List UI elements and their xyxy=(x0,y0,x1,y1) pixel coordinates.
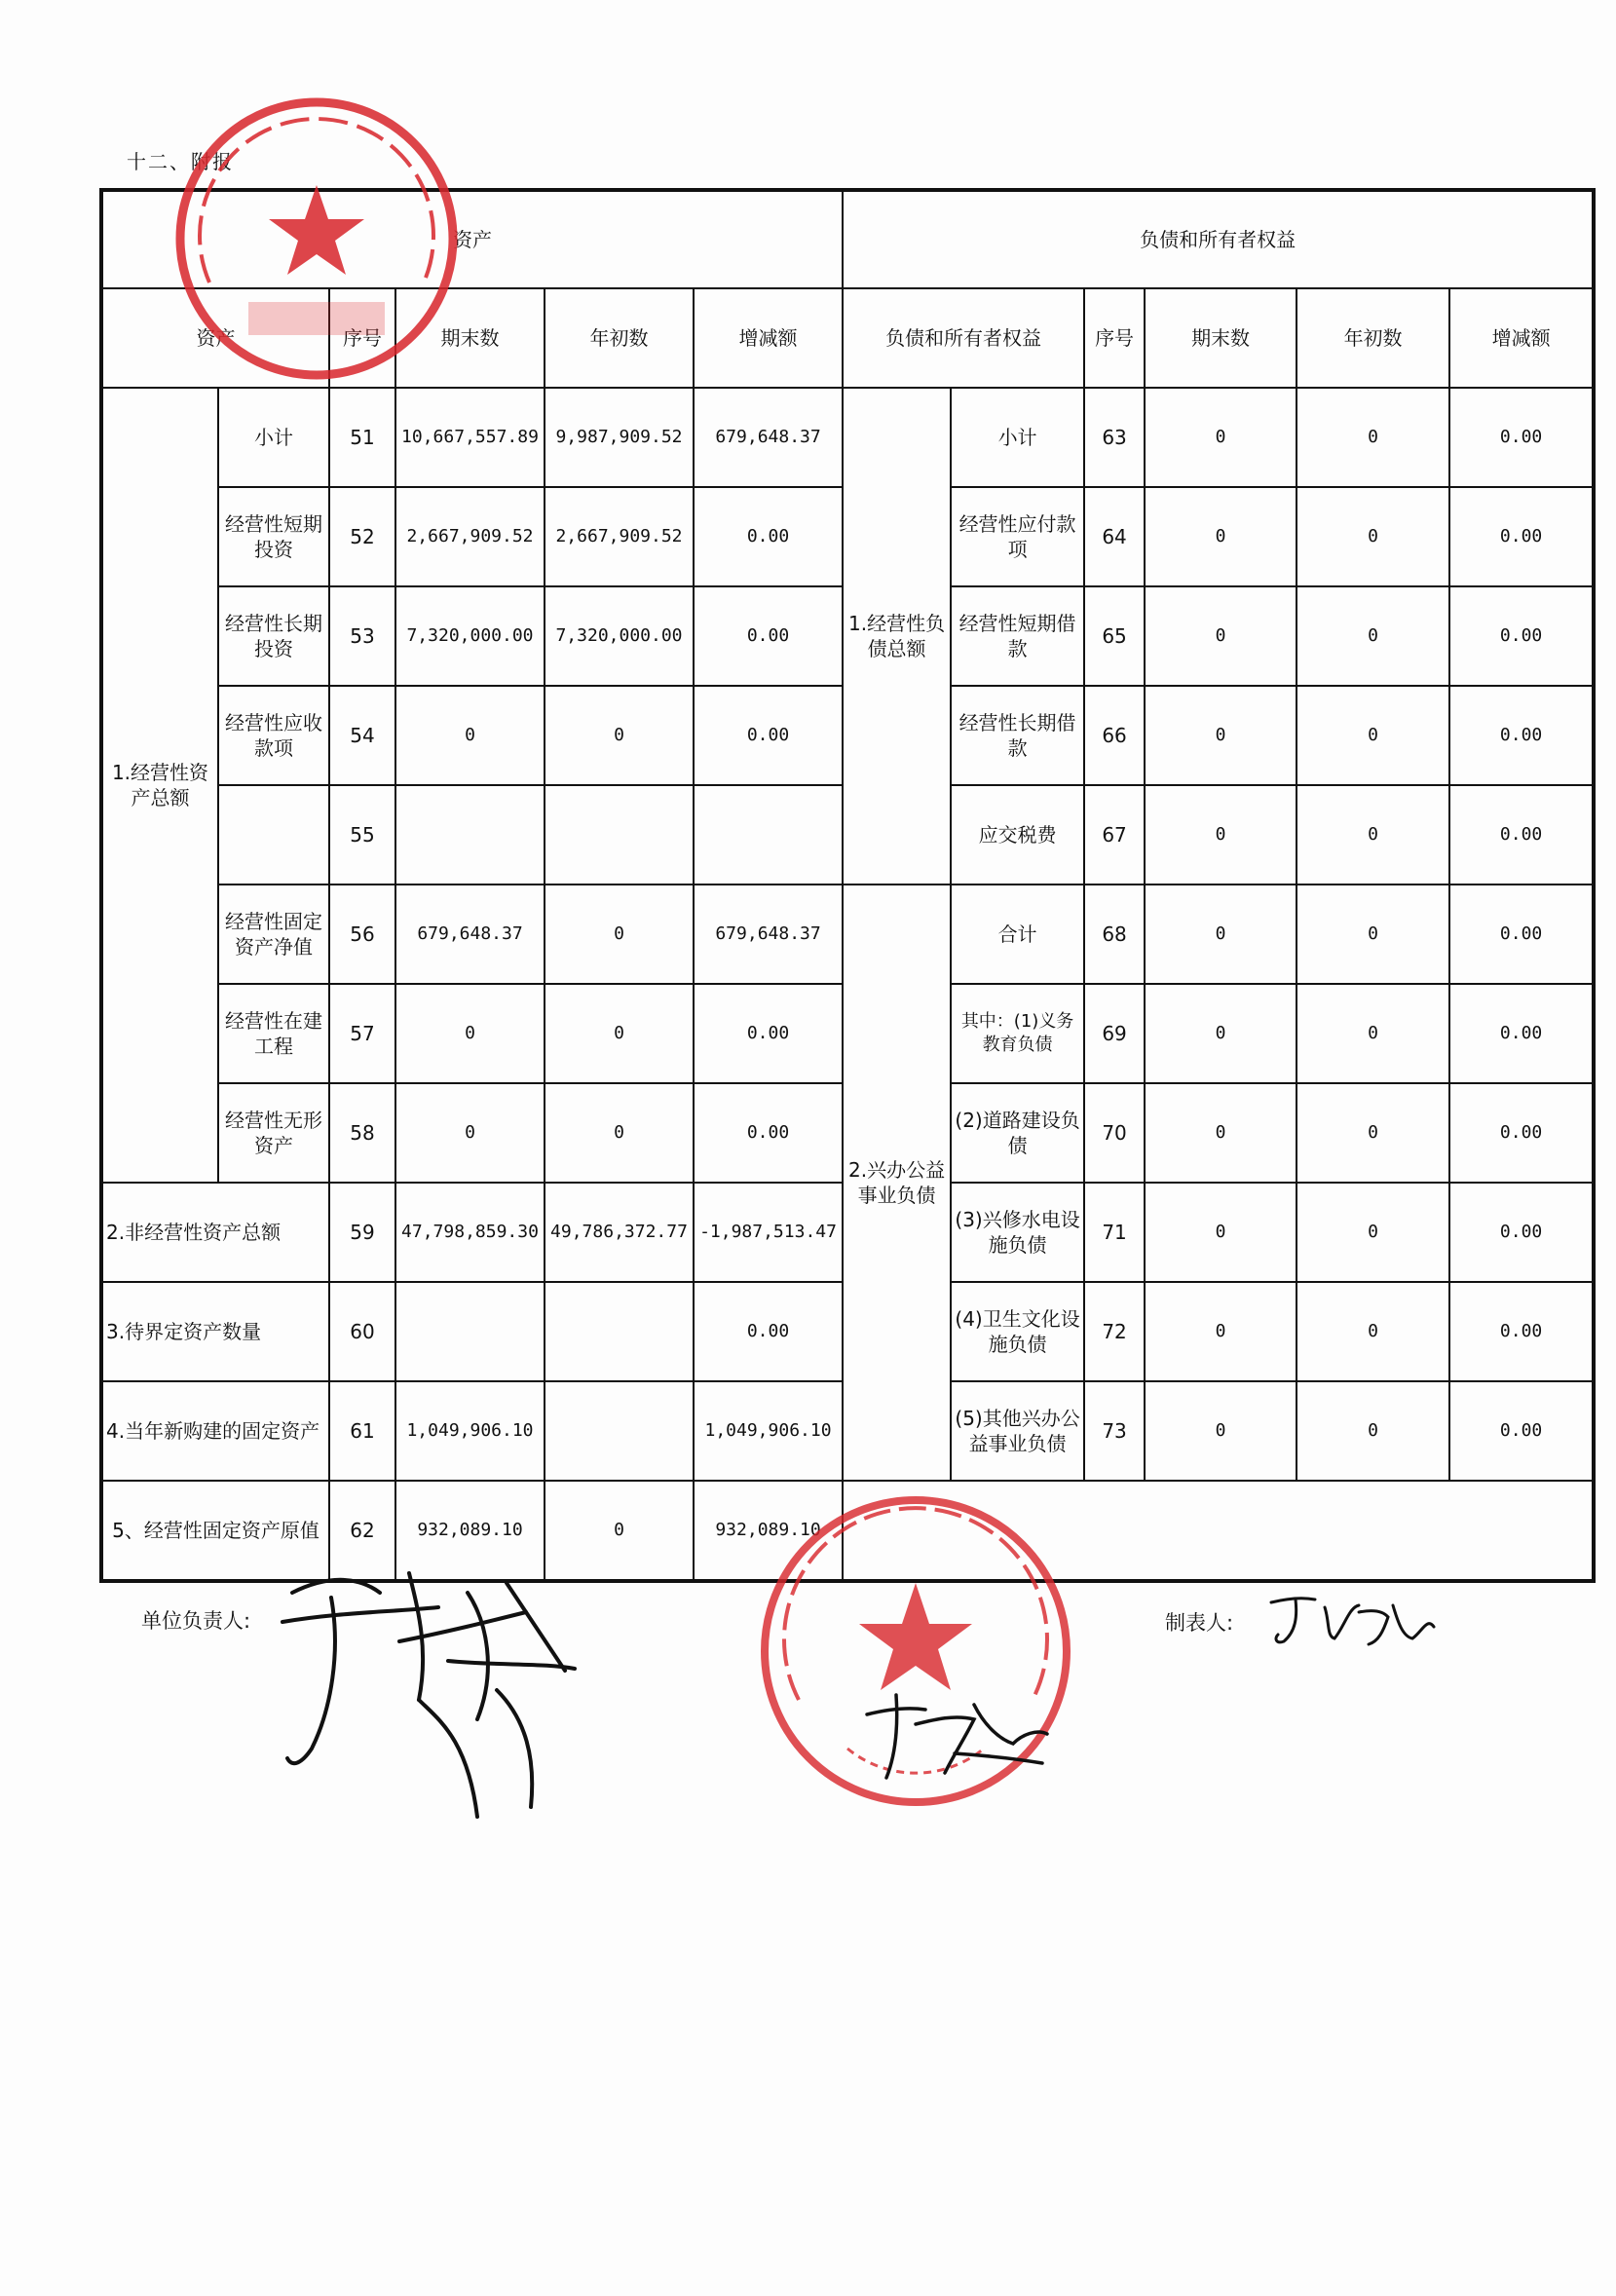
right-item-begin: 0 xyxy=(1297,1183,1449,1282)
left-item-seq: 60 xyxy=(329,1282,395,1381)
left-item-name: 经营性在建工程 xyxy=(218,984,329,1083)
op-liab-group-label: 1.经营性负债总额 xyxy=(843,388,951,885)
left-item-end: 10,667,557.89 xyxy=(395,388,545,487)
supervisor-signature xyxy=(857,1685,1052,1792)
right-item-name: 经营性长期借款 xyxy=(951,686,1084,785)
left-item-begin: 7,320,000.00 xyxy=(545,586,694,686)
left-item-begin xyxy=(545,1381,694,1481)
table-row xyxy=(101,885,1594,984)
left-item-begin: 2,667,909.52 xyxy=(545,487,694,586)
left-item-change: 0.00 xyxy=(694,1282,843,1381)
col-header-seq: 序号 xyxy=(329,288,395,388)
right-item-change: 0.00 xyxy=(1449,1282,1594,1381)
left-item-end: 679,648.37 xyxy=(395,885,545,984)
left-item-change: 0.00 xyxy=(694,686,843,785)
right-item-end: 0 xyxy=(1145,885,1297,984)
col-header-seq2: 序号 xyxy=(1084,288,1145,388)
col-header-change: 增减额 xyxy=(694,288,843,388)
left-item-name: 5、经营性固定资产原值 xyxy=(101,1481,329,1581)
left-item-seq: 54 xyxy=(329,686,395,785)
op-assets-group-label: 1.经营性资产总额 xyxy=(101,388,218,1183)
right-item-seq: 67 xyxy=(1084,785,1145,885)
left-item-end: 0 xyxy=(395,686,545,785)
right-item-end: 0 xyxy=(1145,984,1297,1083)
right-item-end: 0 xyxy=(1145,785,1297,885)
public-liab-group-label: 2.兴办公益事业负债 xyxy=(843,885,951,1481)
left-item-end: 0 xyxy=(395,984,545,1083)
left-item-change: 679,648.37 xyxy=(694,885,843,984)
left-item-name: 4.当年新购建的固定资产 xyxy=(101,1381,329,1481)
col-header-begin: 年初数 xyxy=(545,288,694,388)
right-item-change: 0.00 xyxy=(1449,984,1594,1083)
right-item-begin: 0 xyxy=(1297,1282,1449,1381)
right-item-change: 0.00 xyxy=(1449,1381,1594,1481)
left-item-begin: 0 xyxy=(545,885,694,984)
left-item-end xyxy=(395,785,545,885)
right-item-change: 0.00 xyxy=(1449,487,1594,586)
left-item-name: 经营性固定资产净值 xyxy=(218,885,329,984)
right-item-name: 小计 xyxy=(951,388,1084,487)
unit-head-label: 单位负责人: xyxy=(141,1609,251,1633)
right-item-seq: 63 xyxy=(1084,388,1145,487)
left-item-change xyxy=(694,785,843,885)
right-item-end: 0 xyxy=(1145,586,1297,686)
left-item-name: 经营性无形资产 xyxy=(218,1083,329,1183)
right-item-seq: 70 xyxy=(1084,1083,1145,1183)
right-item-seq: 66 xyxy=(1084,686,1145,785)
left-item-change: -1,987,513.47 xyxy=(694,1183,843,1282)
unit-head-signature xyxy=(273,1554,584,1836)
left-item-end: 7,320,000.00 xyxy=(395,586,545,686)
left-item-begin: 0 xyxy=(545,1083,694,1183)
right-item-name: 经营性应付款项 xyxy=(951,487,1084,586)
left-item-seq: 52 xyxy=(329,487,395,586)
right-item-name: 经营性短期借款 xyxy=(951,586,1084,686)
right-item-seq: 69 xyxy=(1084,984,1145,1083)
right-item-seq: 65 xyxy=(1084,586,1145,686)
right-item-end: 0 xyxy=(1145,1381,1297,1481)
left-item-seq: 61 xyxy=(329,1381,395,1481)
right-item-end: 0 xyxy=(1145,487,1297,586)
right-item-name: 其中：(1)义务教育负债 xyxy=(951,984,1084,1083)
right-item-begin: 0 xyxy=(1297,984,1449,1083)
left-item-seq: 56 xyxy=(329,885,395,984)
preparer-label: 制表人: xyxy=(1165,1611,1234,1635)
table-row xyxy=(101,388,1594,487)
right-item-change: 0.00 xyxy=(1449,785,1594,885)
right-item-change: 0.00 xyxy=(1449,1183,1594,1282)
right-item-end: 0 xyxy=(1145,1282,1297,1381)
right-item-end: 0 xyxy=(1145,1083,1297,1183)
left-item-begin xyxy=(545,1282,694,1381)
village-committee-seal xyxy=(170,93,463,385)
left-item-begin: 0 xyxy=(545,686,694,785)
left-item-name: 小计 xyxy=(218,388,329,487)
left-item-change: 679,648.37 xyxy=(694,388,843,487)
col-header-asset: 资产 xyxy=(101,288,329,388)
right-item-end: 0 xyxy=(1145,388,1297,487)
left-item-name: 3.待界定资产数量 xyxy=(101,1282,329,1381)
right-item-name: (5)其他兴办公益事业负债 xyxy=(951,1381,1084,1481)
left-item-end: 0 xyxy=(395,1083,545,1183)
right-item-change: 0.00 xyxy=(1449,388,1594,487)
right-item-begin: 0 xyxy=(1297,785,1449,885)
right-item-seq: 64 xyxy=(1084,487,1145,586)
left-item-change: 932,089.10 xyxy=(694,1481,843,1581)
right-item-change: 0.00 xyxy=(1449,885,1594,984)
left-item-end: 1,049,906.10 xyxy=(395,1381,545,1481)
left-item-change: 1,049,906.10 xyxy=(694,1381,843,1481)
right-item-seq: 73 xyxy=(1084,1381,1145,1481)
right-item-change: 0.00 xyxy=(1449,1083,1594,1183)
liabilities-group-header: 负债和所有者权益 xyxy=(843,190,1594,288)
balance-table-wrapper xyxy=(99,188,1596,1583)
left-item-name: 经营性应收款项 xyxy=(218,686,329,785)
left-item-begin: 0 xyxy=(545,984,694,1083)
left-item-begin xyxy=(545,785,694,885)
col-header-end2: 期末数 xyxy=(1145,288,1297,388)
left-item-change: 0.00 xyxy=(694,1083,843,1183)
right-item-name: (3)兴修水电设施负债 xyxy=(951,1183,1084,1282)
right-item-end: 0 xyxy=(1145,686,1297,785)
left-item-end xyxy=(395,1282,545,1381)
right-item-end: 0 xyxy=(1145,1183,1297,1282)
left-item-begin: 9,987,909.52 xyxy=(545,388,694,487)
left-item-end: 932,089.10 xyxy=(395,1481,545,1581)
left-item-name: 2.非经营性资产总额 xyxy=(101,1183,329,1282)
left-item-name: 经营性长期投资 xyxy=(218,586,329,686)
left-item-seq: 51 xyxy=(329,388,395,487)
right-item-seq: 71 xyxy=(1084,1183,1145,1282)
right-item-name: 应交税费 xyxy=(951,785,1084,885)
left-item-end: 2,667,909.52 xyxy=(395,487,545,586)
left-item-change: 0.00 xyxy=(694,984,843,1083)
right-item-name: (2)道路建设负债 xyxy=(951,1083,1084,1183)
right-item-begin: 0 xyxy=(1297,388,1449,487)
right-item-seq: 72 xyxy=(1084,1282,1145,1381)
left-item-change: 0.00 xyxy=(694,487,843,586)
right-item-change: 0.00 xyxy=(1449,586,1594,686)
left-item-seq: 57 xyxy=(329,984,395,1083)
assets-group-header: 资产 xyxy=(101,190,843,288)
left-item-seq: 62 xyxy=(329,1481,395,1581)
right-item-begin: 0 xyxy=(1297,487,1449,586)
left-item-change: 0.00 xyxy=(694,586,843,686)
right-item-begin: 0 xyxy=(1297,686,1449,785)
left-item-name xyxy=(218,785,329,885)
left-item-name: 经营性短期投资 xyxy=(218,487,329,586)
left-item-seq: 55 xyxy=(329,785,395,885)
right-item-begin: 0 xyxy=(1297,1381,1449,1481)
right-item-seq: 68 xyxy=(1084,885,1145,984)
col-header-liab: 负债和所有者权益 xyxy=(843,288,1084,388)
report-heading: 十二、附报 xyxy=(127,150,234,173)
right-item-change: 0.00 xyxy=(1449,686,1594,785)
col-header-change2: 增减额 xyxy=(1449,288,1594,388)
col-header-end: 期末数 xyxy=(395,288,545,388)
preparer-signature xyxy=(1266,1588,1442,1656)
left-item-seq: 58 xyxy=(329,1083,395,1183)
balance-table xyxy=(99,188,1596,1583)
col-header-begin2: 年初数 xyxy=(1297,288,1449,388)
left-item-end: 47,798,859.30 xyxy=(395,1183,545,1282)
right-item-begin: 0 xyxy=(1297,586,1449,686)
right-item-begin: 0 xyxy=(1297,885,1449,984)
right-item-name: 合计 xyxy=(951,885,1084,984)
left-item-seq: 53 xyxy=(329,586,395,686)
right-item-name: (4)卫生文化设施负债 xyxy=(951,1282,1084,1381)
left-item-begin: 0 xyxy=(545,1481,694,1581)
right-item-begin: 0 xyxy=(1297,1083,1449,1183)
left-item-seq: 59 xyxy=(329,1183,395,1282)
left-item-begin: 49,786,372.77 xyxy=(545,1183,694,1282)
